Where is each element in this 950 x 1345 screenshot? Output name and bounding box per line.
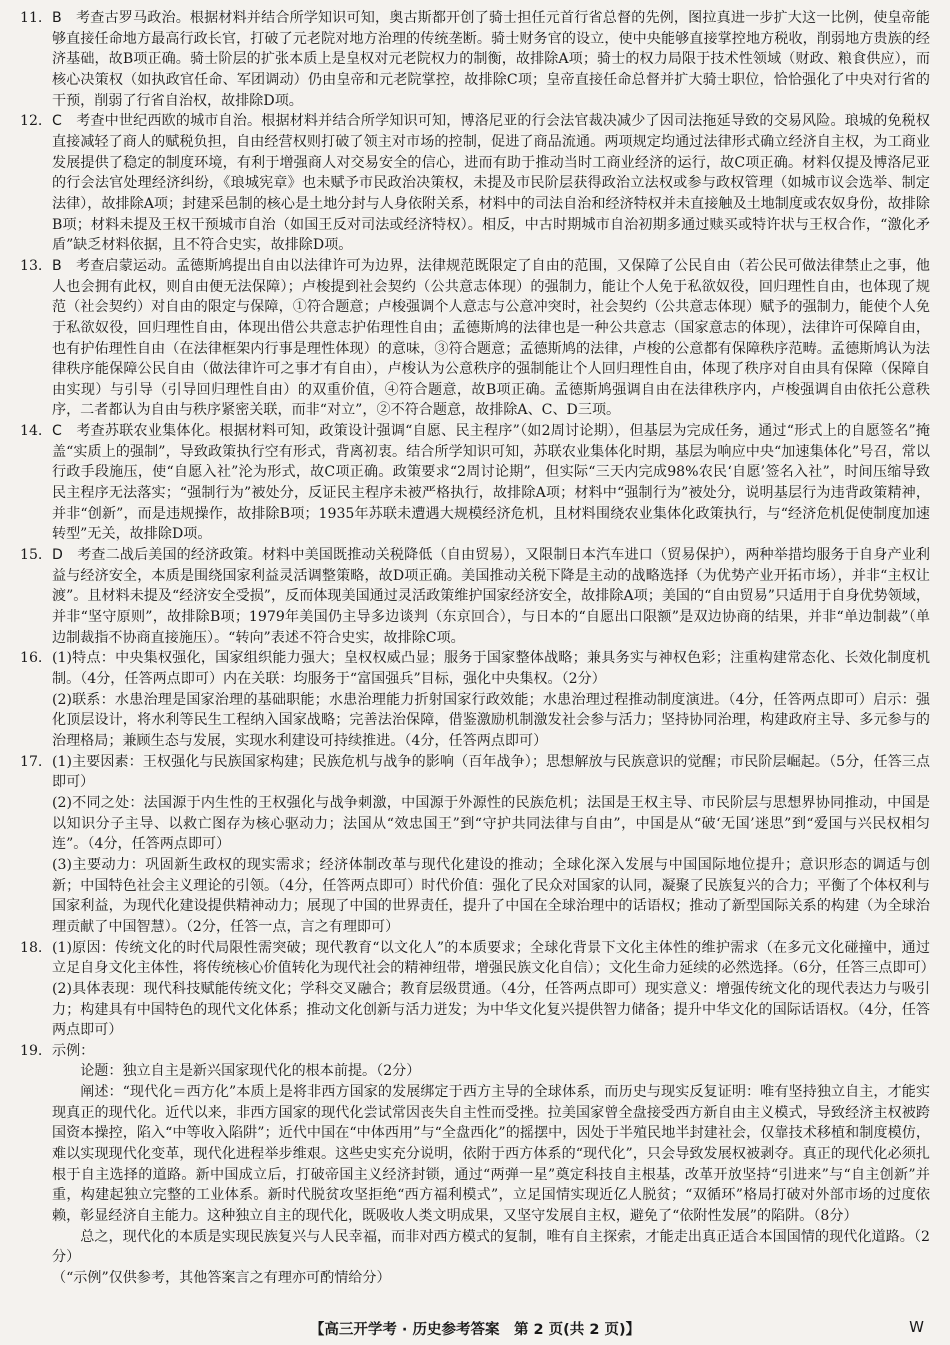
answer-item-16 [20,648,930,689]
essay-conclusion: 总之，现代化的本质是实现民族复兴与人民幸福，而非对西方模式的复制，唯有自主探索，才能走出真正适合本国国情的现代化道路。（2分） [52,1228,930,1266]
answer-item-12 [20,111,930,256]
item-part-2: (2)具体表现：现代科技赋能传统文化；学科交叉融合；教育层级贯通。（4分，任答两点即可）现实意义：增强传统文化的现代表达力与吸引力；构建具有中国特色的现代文化体系；推动文化创新与活力迸发；为中华文化复兴提供智力储备；提升中华文化的国际话语权。（4分，任答两点即可） [52,980,930,1039]
answer-item-11 [20,8,930,111]
item-answer: D [52,547,63,564]
item-number: 15. [20,547,43,564]
item-part-2: (2)不同之处：法国源于内生性的王权强化与战争刺激，中国源于外源性的民族危机；法国是王权主导、市民阶层与思想界协同推动，中国是以知识分子主导、以救亡图存为核心驱动力；法国从“效忠国王”到“守护共同法律与自由”，中国是从“破‘无国’迷思”到“爱国与兴民权相匀连”。（4分，任答两点即可） [52,794,930,853]
item-number: 17. [20,753,43,770]
item-number: 11. [20,10,43,26]
item-answer: C [52,113,62,130]
answer-content [20,8,935,1289]
page-footer: 【高三开学考 · 历史参考答案 第 2 页(共 2 页)】 [309,1322,641,1338]
item-number: 13. [20,257,43,274]
item-explanation: 考查启蒙运动。孟德斯鸠提出自由以法律许可为边界，法律规范既限定了自由的范围，又保障了公民自由（若公民可做法律禁止之事，他人也会拥有此权，则自由便无法保障）；卢梭提到社会契约（公共意志体现）的强制力，能让个人免于私欲奴役，回归理性自由，也体现了规范（社会契约）对自由的限定与保障，①符合题意；卢梭强调个人意志与公意冲突时，社会契约（公共意志体现）赋予的强制力，能使个人免于私欲奴役，回归理性自由，体现出借公共意志护佑理性自由；孟德斯鸠的法律也是一种公共意志（国家意志的体现），法律许可保障自由，也有护佑理性自由（在法律框架内行事是理性体现）的意味，③符合题意；孟德斯鸠的法律，卢梭的公意都有保障秩序范畴。孟德斯鸠认为法律秩序能保障公民自由（做法律许可之事才有自由），卢梭认为公意秩序的强制能让个人回归理性自由，体现了秩序对自由具有保障（保障自由实现）与引导（引导回归理性自由）的双重价值，④符合题意，故B项正确。孟德斯鸠强调自由在法律秩序内，卢梭强调自由依托公意秩序，二者都认为自由与秩序紧密关联，而非“对立”，②不符合题意，故排除A、C、D三项。 [52,257,930,419]
essay-thesis: 论题：独立自主是新兴国家现代化的根本前提。（2分） [80,1063,421,1080]
item-part-1: (1)特点：中央集权强化，国家组织能力强大；皇权权威凸显；服务于国家整体战略；兼具务实与神权色彩；注重构建常态化、长效化制度机制。（4分，任答两点即可）内在关联：均服务于“富国强兵”目标，强化中央集权。（2分） [52,650,930,687]
item-part-2: (2)联系：水患治理是国家治理的基础职能；水患治理能力折射国家行政效能；水患治理过程推动制度演进。（4分，任答两点即可）启示：强化顶层设计，将水利等民生工程纳入国家战略；完善法治保障，借鉴激励机制激发社会参与活力；坚持协同治理，构建政府主导、多元参与的治理格局；兼顾生态与发展，实现水利建设可持续推进。（4分，任答两点即可） [52,691,930,749]
answer-item-19 [20,1041,930,1062]
item-answer: C [52,423,62,440]
answer-item-17 [20,752,930,793]
item-explanation: 考查二战后美国的经济政策。材料中美国既推动关税降低（自由贸易），又限制日本汽车进口（贸易保护），两种举措均服务于自身产业利益与经济安全，本质是围绕国家利益灵活调整策略，故D项正确。美国推动关税下降是主动的战略选择（为优势产业开拓市场），并非“主权让渡”。且材料未提及“经济安全受损”，反而体现美国通过灵活政策维护国家经济安全，故排除A项；美国的“自由贸易”只适用于自身优势领域，并非“坚守原则”，故排除B项；1979年美国仍主导多边谈判（东京回合），与日本的“自愿出口限额”是双边协商的结果，并非“单边制裁”（单边制裁指不协商直接施压）。“转向”表述不符合史实，故排除C项。 [52,547,930,646]
item-part-1: (1)主要因素：王权强化与民族国家构建；民族危机与战争的影响（百年战争）；思想解放与民族意识的觉醒；市民阶层崛起。（5分，任答三点即可） [52,753,930,791]
item-number: 16. [20,650,43,667]
item-explanation: 考查苏联农业集体化。根据材料可知，政策设计强调“自愿、民主程序”（如2周讨论期），但基层为完成任务，通过“形式上的自愿签名”掩盖“实质上的强制”，导致政策执行空有形式，背离初衷。结合所学知识可知，苏联农业集体化时期，基层为响应中央“加速集体化”号召，常以行政手段施压，使“自愿入社”沦为形式，故C项正确。政策要求“2周讨论期”，但实际“三天内完成98%农民‘自愿’签名入社”，时间压缩导致民主程序无法落实；“强制行为”被处分，反证民主程序未被严格执行，故排除A项；材料中“强制行为”被处分，说明基层行为违背政策精神，并非“创新”，而是违规操作，故排除B项；1935年苏联未遭遇大规模经济危机，且材料围绕农业集体化政策执行，与“经济危机促使制度加速转型”无关，故排除D项。 [52,423,930,543]
item-answer: B [52,10,62,26]
answer-item-15 [20,545,930,648]
item-part-3: (3)主要动力：巩固新生政权的现实需求；经济体制改革与现代化建设的推动；全球化深入发展与中国国际地位提升；意识形态的调适与创新；中国特色社会主义理论的引领。（4分，任答两点即可）时代价值：强化了民众对国家的认同，凝聚了民族复兴的合力；平衡了个体权利与国家利益，为现代化建设提供精神动力；展现了中国的世界责任，提升了中国在全球治理中的话语权；推动了新型国际关系的构建（为全球治理贡献了中国智慧）。（2分，任答一点，言之有理即可） [52,856,930,935]
answer-item-13 [20,256,930,421]
grading-note: （“示例”仅供参考，其他答案言之有理亦可酌情给分） [52,1270,391,1287]
example-label: 示例： [52,1042,95,1059]
item-explanation: 考查中世纪西欧的城市自治。根据材料并结合所学知识可知，博洛尼亚的行会法官裁决减少了因司法拖延导致的交易风险。琅城的免税权直接减轻了商人的赋税负担，自由经营权则打破了领主对市场的控制，促进了商品流通。两项规定均通过法律形式确立经济自主权，为工商业发展提供了稳定的制度环境，有利于增强商人对交易安全的信心，进而有助于推动当时工商业经济的运行，故C项正确。材料仅提及博洛尼亚的行会法官处理经济纠纷，《琅城宪章》也未赋予市民政治决策权，未提及市民阶层获得政治立法权或参与政权管理（如城市议会选举、制定法律），故排除A项；封建采邑制的核心是土地分封与人身依附关系，材料中的司法自治和经济特权并未直接触及土地制度或农奴身份，故排除B项；材料未提及王权干预城市自治（如国王反对司法或经济特权）。相反，中古时期城市自治初期多通过赎买或特许状与王权合作，“激化矛盾”缺乏材料依据，且不符合史实，故排除D项。 [52,113,930,254]
item-explanation: 考查古罗马政治。根据材料并结合所学知识可知，奥古斯都开创了骑士担任元首行省总督的先例，图拉真进一步扩大这一比例，使皇帝能够直接任命地方最高行政长官，打破了元老院对地方治理的传统垄断。骑士财务官的设立，使中央能够直接掌控地方税收，削弱地方贵族的经济基础，故B项正确。骑士阶层的扩张本质上是皇权对元老院权力的制衡，故排除A项；骑士的权力局限于技术性领域（财政、粮食供应），而核心决策权（如执政官任命、军团调动）仍由皇帝和元老院掌控，故排除C项；皇帝直接任命总督并扩大骑士职位，恰恰强化了中央对行省的干预，削弱了行省自治权，故排除D项。 [52,10,930,109]
item-number: 14. [20,423,43,440]
item-number: 18. [20,939,43,956]
item-answer: B [52,257,62,274]
item-number: 12. [20,113,43,130]
answer-item-14 [20,421,930,545]
answer-item-18 [20,938,935,979]
version-mark: W [909,1318,924,1336]
item-part-1: (1)原因：传统文化的时代局限性需突破；现代教育“以文化人”的本质要求；全球化背景下文化主体性的维护需求（在多元文化碰撞中，通过立足自身文化主体性，将传统核心价值转化为现代社会的精神纽带，增强民族文化自信）；文化生命力延续的必然选择。（6分，任答三点即可） [52,939,935,977]
essay-body: 阐述：“现代化＝西方化”本质上是将非西方国家的发展绑定于西方主导的全球体系，而历史与现实反复证明：唯有坚持独立自主，才能实现真正的现代化。近代以来，非西方国家的现代化尝试常因丧失自主性而受挫。拉美国家曾全盘接受西方新自由主义模式，导致经济主权被跨国资本操控，陷入“中等收入陷阱”；近代中国在“中体西用”与“全盘西化”的摇摆中，因处于半殖民地半封建社会，仅靠技术移植和制度模仿，难以实现现代化变革，现代化进程举步维艰。这些史实充分说明，依附于西方体系的“现代化”，只会导致发展权被剥夺。真正的现代化必须扎根于自主选择的道路。新中国成立后，打破帝国主义经济封锁，通过“两弹一星”奠定科技自主根基，改革开放坚持“引进来”与“自主创新”并重，构建起独立完整的工业体系。新时代脱贫攻坚拒绝“西方福利模式”，立足国情实现近亿人脱贫；“双循环”格局打破对外部市场的过度依赖，彰显经济自主能力。这种独立自主的现代化，既吸收人类文明成果，又坚守发展自主权，避免了“依附性发展”的陷阱。（8分） [52,1084,930,1225]
item-number: 19. [20,1042,43,1059]
